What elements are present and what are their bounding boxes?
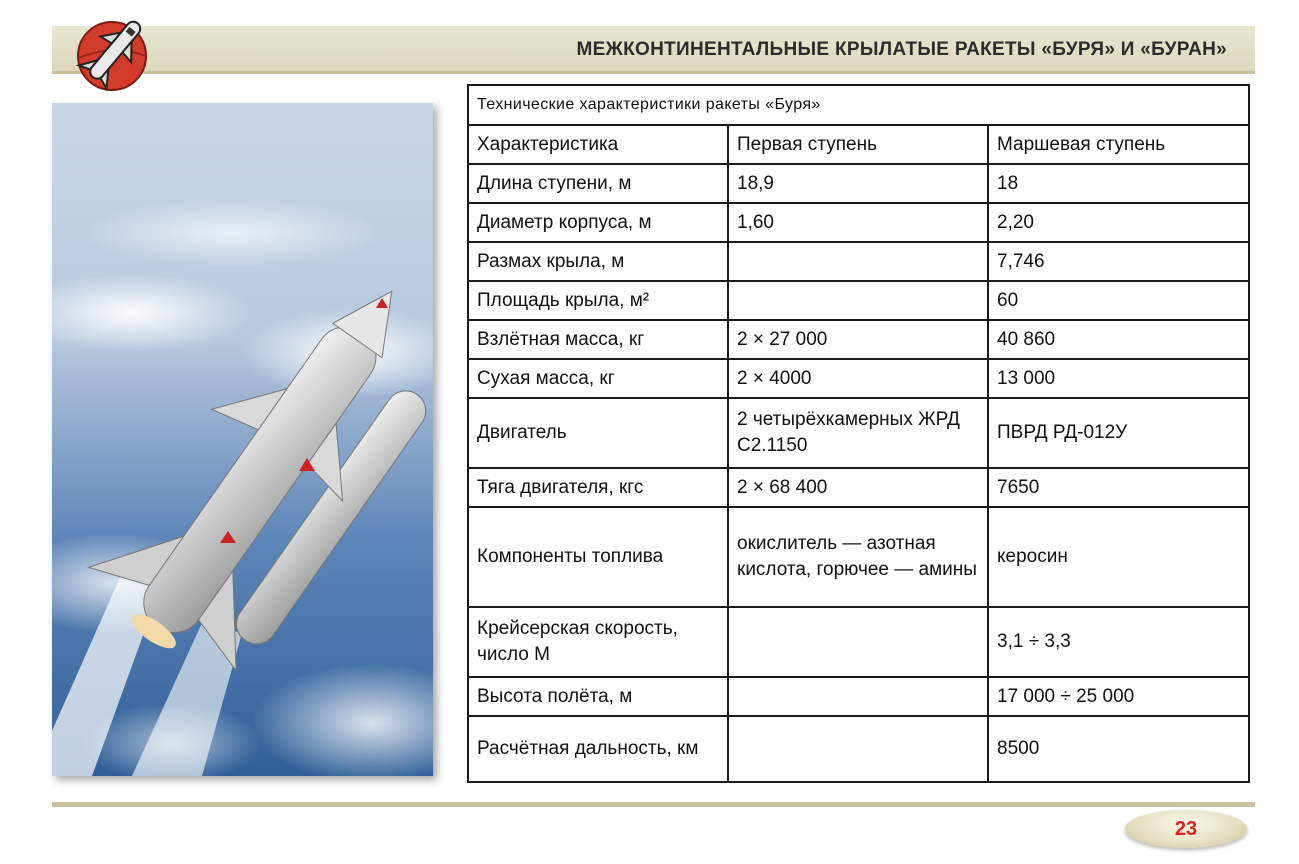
table-cell: окислитель — азотная кислота, горючее — амины [728, 507, 988, 607]
table-cell: Компоненты топлива [468, 507, 728, 607]
table-cell: 7,746 [988, 242, 1249, 281]
table-cell: 17 000 ÷ 25 000 [988, 677, 1249, 716]
table-cell: 2 × 68 400 [728, 468, 988, 507]
table-cell: Диаметр корпуса, м [468, 203, 728, 242]
column-header: Первая ступень [728, 125, 988, 164]
table-caption: Технические характеристики ракеты «Буря» [468, 85, 1249, 125]
table-cell: 2 четырёхкамерных ЖРД С2.1150 [728, 398, 988, 468]
rocket-logo-icon [72, 14, 152, 94]
table-row [468, 507, 1249, 607]
table-cell: 1,60 [728, 203, 988, 242]
table-caption-row [468, 85, 1249, 125]
table-cell: Двигатель [468, 398, 728, 468]
table-row [468, 398, 1249, 468]
table-cell: 18 [988, 164, 1249, 203]
table-cell: Сухая масса, кг [468, 359, 728, 398]
table-cell: 40 860 [988, 320, 1249, 359]
table-cell: 8500 [988, 716, 1249, 782]
specs-table [467, 84, 1250, 783]
footer-band [52, 802, 1255, 807]
column-header: Маршевая ступень [988, 125, 1249, 164]
column-header: Характеристика [468, 125, 728, 164]
table-cell: керосин [988, 507, 1249, 607]
table-cell: 18,9 [728, 164, 988, 203]
table-row [468, 716, 1249, 782]
table-row [468, 281, 1249, 320]
table-row [468, 203, 1249, 242]
table-cell: Расчётная дальность, км [468, 716, 728, 782]
table-cell: Тяга двигателя, кгс [468, 468, 728, 507]
table-cell: Высота полёта, м [468, 677, 728, 716]
table-cell: 2 × 4000 [728, 359, 988, 398]
rocket-photo [52, 103, 433, 776]
table-cell: Размах крыла, м [468, 242, 728, 281]
table-row [468, 164, 1249, 203]
table-cell: 60 [988, 281, 1249, 320]
table-cell: 3,1 ÷ 3,3 [988, 607, 1249, 677]
table-cell: 13 000 [988, 359, 1249, 398]
table-cell: Площадь крыла, м² [468, 281, 728, 320]
table-cell [728, 607, 988, 677]
page-number: 23 [1174, 818, 1198, 840]
page-number-badge [1125, 810, 1247, 848]
table-cell: 7650 [988, 468, 1249, 507]
table-cell: Крейсерская скорость, число М [468, 607, 728, 677]
table-header-row [468, 125, 1249, 164]
page-title: МЕЖКОНТИНЕНТАЛЬНЫЕ КРЫЛАТЫЕ РАКЕТЫ «БУРЯ» И «БУРАН» [576, 39, 1227, 60]
table-row [468, 359, 1249, 398]
table-cell: 2,20 [988, 203, 1249, 242]
table-cell [728, 716, 988, 782]
table-cell: Длина ступени, м [468, 164, 728, 203]
table-cell [728, 281, 988, 320]
table-row [468, 242, 1249, 281]
table-cell [728, 677, 988, 716]
table-row [468, 607, 1249, 677]
table-cell: ПВРД РД-012У [988, 398, 1249, 468]
table-row [468, 677, 1249, 716]
table-row [468, 320, 1249, 359]
table-cell: Взлётная масса, кг [468, 320, 728, 359]
header-band [52, 26, 1255, 72]
table-cell: 2 × 27 000 [728, 320, 988, 359]
table-row [468, 468, 1249, 507]
table-cell [728, 242, 988, 281]
